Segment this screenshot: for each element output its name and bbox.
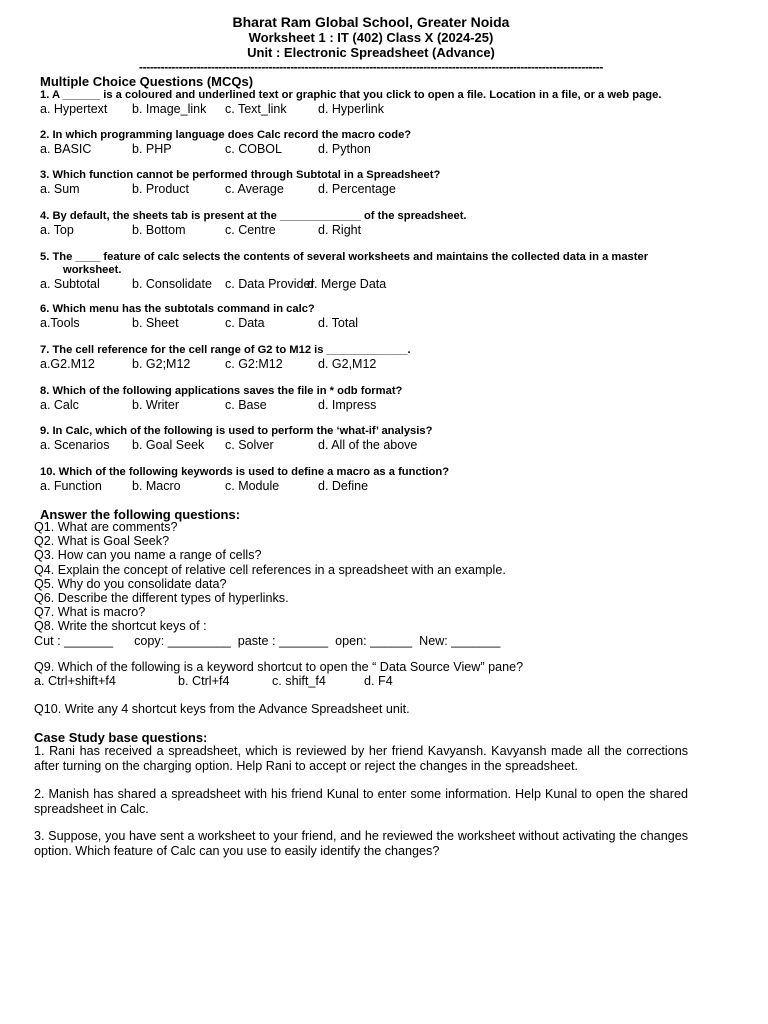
options xyxy=(40,277,700,292)
case-section-title: Case Study base questions: xyxy=(34,730,208,745)
option-a: a. Subtotal xyxy=(40,277,100,291)
unit-title: Unit : Electronic Spreadsheet (Advance) xyxy=(247,45,495,60)
option-c: c. Module xyxy=(225,479,280,493)
option-b: b. Consolidate xyxy=(132,277,212,291)
option-c: c. Base xyxy=(225,398,267,412)
option-b: b. Macro xyxy=(132,479,181,493)
option-d: d. Hyperlink xyxy=(318,102,384,116)
options xyxy=(40,479,700,494)
mcq-section-title: Multiple Choice Questions (MCQs) xyxy=(40,74,254,89)
mcq-question xyxy=(40,251,700,292)
options xyxy=(40,357,700,372)
mcq-question xyxy=(40,425,700,453)
question-line: Q1. What are comments? xyxy=(34,520,178,534)
option-a: a. Hypertext xyxy=(40,102,108,116)
case-question: 1. Rani has received a spreadsheet, which is reviewed by her friend Kavyansh. Kavyansh made all the corrections after turning on the charging option. Help Rani to accept or reject the changes in the spreadsheet. xyxy=(34,744,688,773)
options xyxy=(40,182,700,197)
mcq-question xyxy=(40,344,700,372)
option-b: b. Ctrl+f4 xyxy=(178,674,230,688)
option-c: c. G2:M12 xyxy=(225,357,283,371)
question-text: 4. By default, the sheets tab is present at the _____________ of the spreadsheet. xyxy=(40,210,467,222)
options xyxy=(40,316,700,331)
option-c: c. shift_f4 xyxy=(272,674,326,688)
option-d: d. Right xyxy=(318,223,362,237)
option-a: a. Sum xyxy=(40,182,80,196)
mcq-question xyxy=(40,129,700,157)
mcq-question xyxy=(40,210,700,238)
question-text: 2. In which programming language does Calc record the macro code? xyxy=(40,129,412,141)
options xyxy=(40,223,700,238)
option-a: a.Tools xyxy=(40,316,80,330)
answer-section-title: Answer the following questions: xyxy=(40,507,241,522)
question-text: 6. Which menu has the subtotals command in calc? xyxy=(40,303,315,315)
option-d: d. Total xyxy=(318,316,359,330)
question-line: Q5. Why do you consolidate data? xyxy=(34,576,227,591)
shortcut-blanks-line: Cut : _______ copy: _________ paste : _______ open: ______ New: _______ xyxy=(34,633,501,648)
option-b: b. Goal Seek xyxy=(132,438,205,452)
mcq-question xyxy=(40,89,700,117)
q10-question: Q10. Write any 4 shortcut keys from the Advance Spreadsheet unit. xyxy=(34,702,410,716)
case-question: 3. Suppose, you have sent a worksheet to your friend, and he reviewed the worksheet without activating the changes option. Which feature of Calc can you use to easily identify the changes? xyxy=(34,829,688,858)
school-name: Bharat Ram Global School, Greater Noida xyxy=(232,14,510,30)
question-text: 10. Which of the following keywords is used to define a macro as a function? xyxy=(40,466,450,478)
question-text: 8. Which of the following applications saves the file in * odb format? xyxy=(40,385,403,397)
option-a: a.G2.M12 xyxy=(40,357,95,371)
question-line: Q3. How can you name a range of cells? xyxy=(34,548,262,563)
options xyxy=(40,102,700,117)
option-a: a. Scenarios xyxy=(40,438,110,452)
question-line: Q2. What is Goal Seek? xyxy=(34,534,170,549)
option-a: a. Function xyxy=(40,479,102,493)
option-b: b. Image_link xyxy=(132,102,207,116)
question-line: Q7. What is macro? xyxy=(34,605,146,620)
question-text: 9. In Calc, which of the following is used to perform the ‘what-if’ analysis? xyxy=(40,425,433,437)
case-question: 2. Manish has shared a spreadsheet with his friend Kunal to enter some information. Help Kunal to open the shared spreadsheet in Calc. xyxy=(34,787,688,816)
options xyxy=(40,438,700,453)
question-line: Q8. Write the shortcut keys of : xyxy=(34,619,207,634)
option-b: b. Writer xyxy=(132,398,179,412)
option-d: d. All of the above xyxy=(318,438,418,452)
mcq-question xyxy=(40,303,700,331)
option-c: c. Text_link xyxy=(225,102,287,116)
mcq-question xyxy=(40,169,700,197)
q9-question xyxy=(34,660,523,689)
option-d: d. Impress xyxy=(318,398,377,412)
short-answer-questions xyxy=(34,520,734,648)
mcq-question xyxy=(40,466,700,494)
option-c: c. Centre xyxy=(225,223,276,237)
question-text xyxy=(40,251,700,277)
option-b: b. Sheet xyxy=(132,316,179,330)
option-c: c. Average xyxy=(225,182,284,196)
question-text: 1. A ______ is a coloured and underlined text or graphic that you click to open a file. Location in a file, or a web page. xyxy=(40,89,662,101)
option-b: b. PHP xyxy=(132,142,172,156)
question-line: Q4. Explain the concept of relative cell references in a spreadsheet with an example. xyxy=(34,562,506,577)
question-text: 3. Which function cannot be performed through Subtotal in a Spreadsheet? xyxy=(40,169,441,181)
option-c: c. Data xyxy=(225,316,265,330)
option-d: d. Python xyxy=(318,142,371,156)
option-d: d. G2,M12 xyxy=(318,357,377,371)
option-b: b. Bottom xyxy=(132,223,186,237)
option-b: b. G2;M12 xyxy=(132,357,191,371)
option-b: b. Product xyxy=(132,182,189,196)
question-text-line1: 5. The ____ feature of calc selects the contents of several worksheets and maintains the collected data in a master xyxy=(40,251,649,263)
q9-options xyxy=(34,674,523,689)
header-divider: --------------------------------------------------------------------------------------------------------------------------------- xyxy=(139,60,603,74)
option-d: d. Percentage xyxy=(318,182,396,196)
mcq-question xyxy=(40,385,700,413)
q9-text: Q9. Which of the following is a keyword shortcut to open the “ Data Source View” pane? xyxy=(34,660,524,674)
option-d: d. Merge Data xyxy=(307,277,387,291)
document-header xyxy=(0,15,742,75)
options xyxy=(40,142,700,157)
option-a: a. BASIC xyxy=(40,142,92,156)
question-text: 7. The cell reference for the cell range of G2 to M12 is _____________. xyxy=(40,344,411,356)
option-a: a. Calc xyxy=(40,398,79,412)
question-text-line2: worksheet. xyxy=(63,264,122,276)
option-c: c. COBOL xyxy=(225,142,282,156)
option-a: a. Ctrl+shift+f4 xyxy=(34,674,116,688)
question-line: Q6. Describe the different types of hyperlinks. xyxy=(34,591,289,606)
option-d: d. F4 xyxy=(364,674,393,688)
option-a: a. Top xyxy=(40,223,74,237)
option-c: c. Data Provider xyxy=(225,277,315,291)
option-c: c. Solver xyxy=(225,438,274,452)
options xyxy=(40,398,700,413)
worksheet-title: Worksheet 1 : IT (402) Class X (2024-25) xyxy=(248,30,494,45)
option-d: d. Define xyxy=(318,479,369,493)
